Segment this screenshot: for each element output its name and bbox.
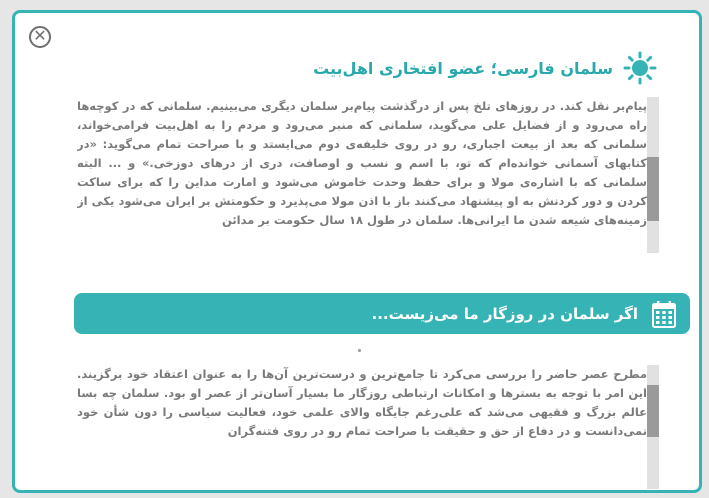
calendar-icon	[652, 300, 676, 328]
section2-scrollbar-thumb[interactable]	[647, 385, 659, 437]
close-icon[interactable]: ✕	[33, 26, 47, 45]
section1-scrollbar-thumb[interactable]	[647, 157, 659, 221]
section2-title: اگر سلمان در روزگار ما می‌زیست...	[371, 304, 638, 323]
section1-scrollbar[interactable]	[647, 97, 659, 253]
section2-header[interactable]	[74, 293, 690, 334]
sun-icon	[623, 51, 657, 85]
modal-dialog	[12, 10, 702, 493]
section2-text: مطرح عصر حاضر را بررسی می‌کرد تا جامع‌ترین و درست‌ترین آن‌ها را به عنوان اعتقاد خود برگزیند. این امر با توجه به بسترها و امکانات ارتباطی روزگار ما بسیار آسان‌تر از عصر او بود. سلمان چه بسا عالم بزرگ و فقیهی می‌شد که علی‌رغم جایگاه والای علمی خود، فعالیت سیاسی را دون شأن خود نمی‌دانست و در دفاع از حق و حقیقت با صراحت تمام رو در روی فتنه‌گران	[77, 367, 647, 438]
close-button[interactable]	[29, 26, 51, 48]
divider-dot	[358, 349, 361, 352]
section2-scrollbar[interactable]	[647, 365, 659, 489]
section1-header	[313, 51, 657, 85]
section1-text: پیام‌بر نقل کند. در روزهای تلخ پس از درگذشت پیام‌بر سلمان دیگری می‌بینیم. سلمانی که در کوچه‌ها راه می‌رود و از فضایل علی می‌گوید، سلمانی که منبر می‌رود و مردم را به اهل‌بیت فرامی‌خواند، سلمانی که بعد از بیعت اجباری، رو در روی خلیفه‌ی دوم می‌ایستد و با صراحت تمام می‌گوید: «در کتابهای آسمانی خوانده‌ام که تو، با اسم و نسب و اوصافت، دری از درهای دوزخی.» و ... البته سلمانی که با اشاره‌ی مولا و برای حفظ وحدت خاموش می‌شود و امارت مداین را که برای ساکت کردن و دور کردنش به او پیشنهاد می‌کنند باز با اذن مولا می‌پذیرد و حکومتش بر ایران می‌شود یکی از زمینه‌های شیعه شدن ما ایرانی‌ها. سلمان در طول ۱۸ سال حکومت بر مدائن	[77, 99, 647, 227]
section1-title: سلمان فارسی؛ عضو افتخاری اهل‌بیت	[313, 58, 613, 78]
